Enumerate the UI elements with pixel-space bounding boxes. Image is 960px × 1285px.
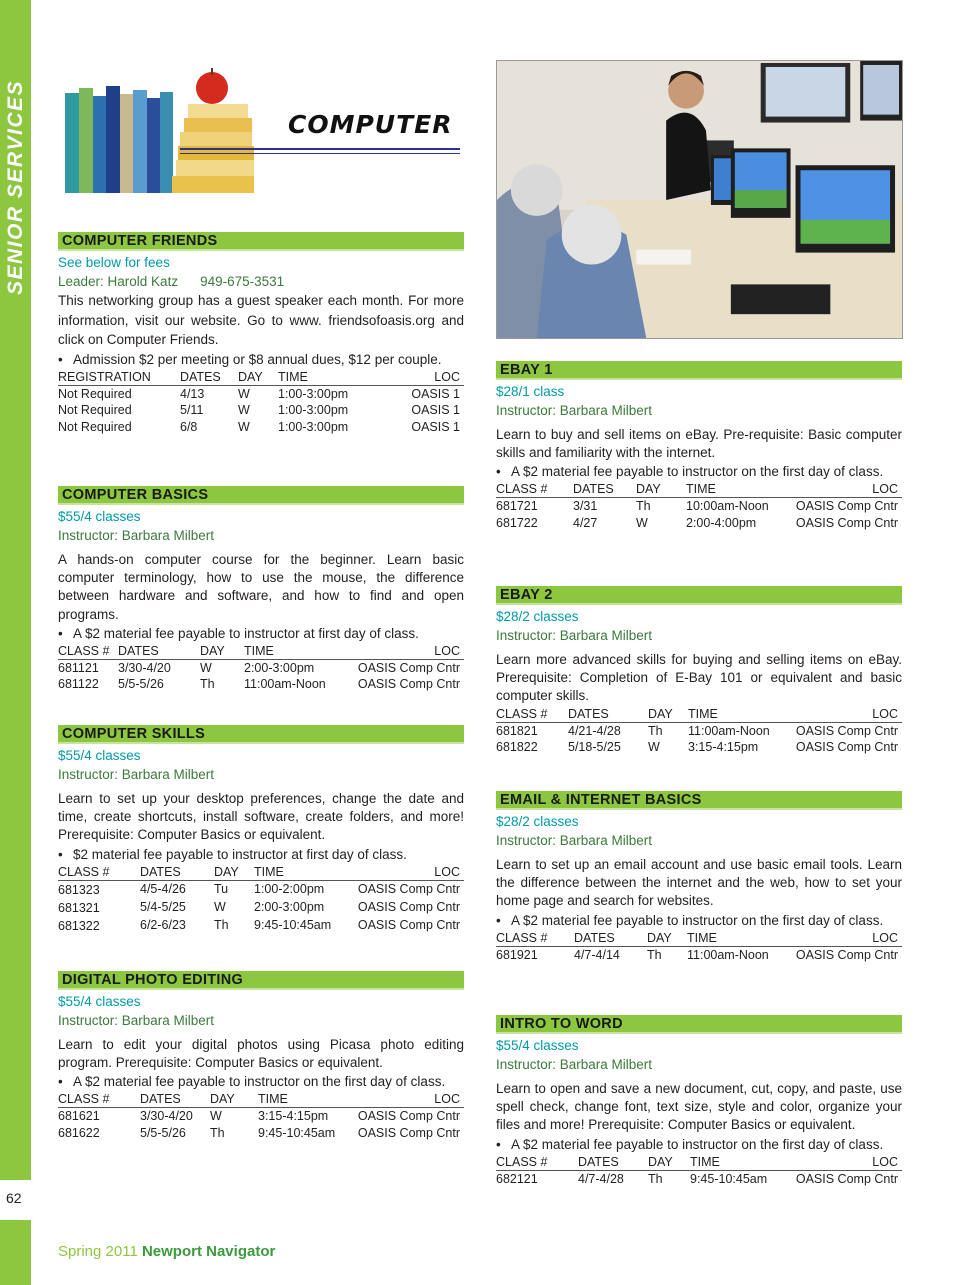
title-rule <box>180 148 460 150</box>
cell: Th <box>214 918 229 933</box>
cell: 681621 <box>58 1109 100 1124</box>
fee: $55/4 classes <box>58 748 141 763</box>
cell: OASIS Comp Cntr <box>357 1109 460 1124</box>
section-computer-friends <box>58 232 464 435</box>
cell: OASIS Comp Cntr <box>795 947 898 962</box>
table-row <box>58 880 464 899</box>
cell: 11:00am-Noon <box>688 723 770 738</box>
footer-season: Spring 2011 <box>58 1243 138 1260</box>
cell: OASIS 1 <box>411 386 460 401</box>
table-row <box>58 402 464 419</box>
table-header-row <box>496 482 902 498</box>
cell: 3:15-4:15pm <box>258 1109 329 1124</box>
table-row <box>496 1170 902 1187</box>
section-digital-photo-editing <box>58 971 464 1141</box>
table-row <box>496 722 902 739</box>
cell: 681321 <box>58 900 100 915</box>
cell: Th <box>636 499 651 514</box>
cell: 2:00-4:00pm <box>686 515 757 530</box>
cell: 3/31 <box>573 499 598 514</box>
title-rule-thin <box>180 153 460 154</box>
cell: OASIS Comp Cntr <box>357 918 460 933</box>
col-header: DAY <box>636 482 686 498</box>
col-header: DATES <box>578 1155 648 1171</box>
col-header: DATES <box>180 370 238 386</box>
section-title: EMAIL & INTERNET BASICS <box>496 791 902 810</box>
cell: 3/30-4/20 <box>118 660 171 675</box>
col-header: REGISTRATION <box>58 370 180 386</box>
description: Learn more advanced skills for buying and selling items on eBay. Prerequisite: Completion of E-Bay 101 or equivalent and basic computer skills. <box>496 652 902 704</box>
table-row <box>58 419 464 436</box>
col-header: CLASS # <box>496 1155 578 1171</box>
section-title: EBAY 2 <box>496 586 902 605</box>
cell: OASIS Comp Cntr <box>357 660 460 675</box>
col-header: LOC <box>352 1092 464 1108</box>
col-header: DAY <box>648 1155 690 1171</box>
instructor: Instructor: Barbara Milbert <box>496 1057 653 1072</box>
cell: Not Required <box>58 386 132 401</box>
col-header: DAY <box>648 707 688 723</box>
cell: 9:45-10:45am <box>258 1125 336 1140</box>
col-header: LOC <box>790 931 902 947</box>
table-row <box>58 1125 464 1142</box>
page-number: 62 <box>6 1190 22 1206</box>
cell: OASIS 1 <box>411 419 460 434</box>
col-header: LOC <box>790 707 902 723</box>
table-header-row <box>496 707 902 723</box>
cell: 5/11 <box>180 403 204 417</box>
cell: W <box>636 515 648 530</box>
cell: OASIS Comp Cntr <box>795 499 898 514</box>
col-header: LOC <box>352 644 464 660</box>
schedule-table <box>496 1155 902 1188</box>
cell: Th <box>648 723 663 738</box>
col-header: TIME <box>254 865 352 881</box>
cell: 681322 <box>58 918 100 933</box>
schedule-table <box>496 482 902 531</box>
col-header: DAY <box>647 931 687 947</box>
cell: OASIS Comp Cntr <box>357 677 460 692</box>
table-header-row <box>496 931 902 947</box>
schedule-table <box>58 370 464 436</box>
section-intro-to-word <box>496 1015 902 1187</box>
cell: 682121 <box>496 1171 538 1186</box>
table-header-row <box>58 370 464 386</box>
cell: 2:00-3:00pm <box>254 900 325 915</box>
cell: 681921 <box>496 947 538 962</box>
cell: 681121 <box>58 660 99 675</box>
books-apple-illustration <box>60 68 260 193</box>
cell: 1:00-3:00pm <box>278 403 349 417</box>
cell: 3/30-4/20 <box>140 1109 193 1124</box>
col-header: TIME <box>686 482 790 498</box>
cell: 681822 <box>496 740 538 755</box>
table-row <box>58 676 464 693</box>
col-header: CLASS # <box>58 1092 140 1108</box>
cell: 681721 <box>496 499 538 514</box>
description: A hands-on computer course for the beginner. Learn basic computer terminology, how to use the mouse, the difference between hardware and software, and how to find and open programs. <box>58 552 464 622</box>
cell: 5/4-5/25 <box>140 900 186 915</box>
cell: OASIS Comp Cntr <box>357 900 460 915</box>
cell: 10:00am-Noon <box>686 499 769 514</box>
section-title: COMPUTER FRIENDS <box>58 232 464 251</box>
side-bar <box>0 0 31 1285</box>
cell: OASIS Comp Cntr <box>795 1171 898 1186</box>
description: Learn to set up an email account and use basic email tools. Learn the difference between the internet and the web, how to set your home page and search for websites. <box>496 857 902 909</box>
cell: 4/5-4/26 <box>140 882 186 897</box>
footer <box>58 1243 275 1260</box>
bullet-note: • A $2 material fee payable to instructor on the first day of class. <box>496 1135 902 1154</box>
cell: 4/21-4/28 <box>568 723 621 738</box>
col-header: CLASS # <box>58 865 140 881</box>
bullet-note: • $2 material fee payable to instructor at first day of class. <box>58 845 464 864</box>
table-header-row <box>496 1155 902 1171</box>
cell: W <box>648 740 660 755</box>
cell: 1:00-2:00pm <box>254 882 325 897</box>
fee: $55/4 classes <box>58 994 141 1009</box>
section-ebay-1 <box>496 361 902 531</box>
instructor: Instructor: Barbara Milbert <box>496 833 653 848</box>
cell: OASIS Comp Cntr <box>795 740 898 755</box>
col-header: DATES <box>118 644 200 660</box>
table-row <box>496 515 902 532</box>
fee: See below for fees <box>58 255 170 270</box>
bullet-note: • A $2 material fee payable to instructor at first day of class. <box>58 624 464 643</box>
col-header: TIME <box>687 931 790 947</box>
fee: $55/4 classes <box>496 1038 579 1053</box>
table-row <box>58 659 464 676</box>
fee: $55/4 classes <box>58 509 141 524</box>
col-header: CLASS # <box>496 482 573 498</box>
col-header: LOC <box>790 482 902 498</box>
cell: W <box>210 1109 222 1124</box>
col-header: TIME <box>244 644 352 660</box>
col-header: LOC <box>388 370 464 386</box>
section-email-internet-basics <box>496 791 902 963</box>
cell: 681821 <box>496 723 538 738</box>
col-header: TIME <box>258 1092 352 1108</box>
cell: OASIS Comp Cntr <box>795 723 898 738</box>
cell: Th <box>647 947 662 962</box>
instructor: Instructor: Barbara Milbert <box>496 403 653 418</box>
description: Learn to open and save a new document, cut, copy, and paste, use spell check, change font, text size, style and color, organize your files and more! Prerequisite: Computer Basics or equivalent. <box>496 1081 902 1133</box>
cell: 681122 <box>58 677 99 692</box>
section-title: INTRO TO WORD <box>496 1015 902 1034</box>
cell: OASIS Comp Cntr <box>795 515 898 530</box>
description: This networking group has a guest speaker each month. For more information, visit our website. Go to www. friendsofoasis.org and click on Computer Friends. <box>58 293 464 347</box>
table-row <box>58 917 464 935</box>
col-header: LOC <box>790 1155 902 1171</box>
col-header: DATES <box>140 1092 210 1108</box>
col-header: DAY <box>214 865 254 881</box>
cell: 5/18-5/25 <box>568 740 621 755</box>
col-header: DATES <box>568 707 648 723</box>
col-header: CLASS # <box>496 707 568 723</box>
cell: OASIS Comp Cntr <box>357 882 460 897</box>
cell: 11:00am-Noon <box>687 947 769 962</box>
cell: W <box>238 386 250 401</box>
table-header-row <box>58 1092 464 1108</box>
bullet-note: • Admission $2 per meeting or $8 annual dues, $12 per couple. <box>58 350 464 369</box>
fee: $28/2 classes <box>496 814 579 829</box>
col-header: DAY <box>210 1092 258 1108</box>
cell: 6/2-6/23 <box>140 918 186 933</box>
cell: 11:00am-Noon <box>244 677 326 692</box>
cell: OASIS Comp Cntr <box>357 1125 460 1140</box>
cell: 4/7-4/28 <box>578 1171 624 1186</box>
section-title: COMPUTER SKILLS <box>58 725 464 744</box>
bullet-note: • A $2 material fee payable to instructor on the first day of class. <box>496 911 902 930</box>
cell: Not Required <box>58 419 132 434</box>
cell: 5/5-5/26 <box>140 1125 186 1140</box>
schedule-table <box>496 931 902 964</box>
table-row <box>58 385 464 402</box>
page-title: COMPUTER <box>288 110 453 139</box>
cell: 9:45-10:45am <box>254 918 332 933</box>
table-row <box>58 899 464 917</box>
col-header: DATES <box>140 865 214 881</box>
col-header: DAY <box>238 370 278 386</box>
schedule-table <box>58 644 464 693</box>
cell: W <box>200 660 212 675</box>
classroom-photo <box>496 60 903 339</box>
leader-name: Leader: Harold Katz <box>58 274 179 289</box>
schedule-table <box>58 1092 464 1141</box>
fee: $28/2 classes <box>496 609 579 624</box>
leader-line <box>58 272 464 291</box>
leader-phone: 949-675-3531 <box>200 274 285 289</box>
col-header: DATES <box>574 931 647 947</box>
schedule-table <box>496 707 902 756</box>
cell: 681722 <box>496 515 538 530</box>
cell: 3:15-4:15pm <box>688 740 759 755</box>
cell: 6/8 <box>180 419 198 434</box>
table-header-row <box>58 865 464 881</box>
cell: Th <box>648 1171 663 1186</box>
cell: W <box>238 403 250 417</box>
section-title: COMPUTER BASICS <box>58 486 464 505</box>
section-computer-skills <box>58 725 464 935</box>
table-row <box>496 946 902 963</box>
cell: 4/7-4/14 <box>574 947 620 962</box>
col-header: CLASS # <box>58 644 118 660</box>
cell: 1:00-3:00pm <box>278 419 349 434</box>
instructor: Instructor: Barbara Milbert <box>58 767 215 782</box>
instructor: Instructor: Barbara Milbert <box>496 628 653 643</box>
cell: 1:00-3:00pm <box>278 386 349 401</box>
table-row <box>58 1108 464 1125</box>
description: Learn to edit your digital photos using Picasa photo editing program. Prerequisite: Computer Basics or equivalent. <box>58 1037 464 1071</box>
description: Learn to buy and sell items on eBay. Pre-requisite: Basic computer skills and familiarity with the internet. <box>496 427 902 461</box>
cell: 9:45-10:45am <box>690 1171 768 1186</box>
table-row <box>496 498 902 515</box>
section-title: DIGITAL PHOTO EDITING <box>58 971 464 990</box>
cell: 2:00-3:00pm <box>244 660 315 675</box>
col-header: TIME <box>278 370 388 386</box>
fee: $28/1 class <box>496 384 565 399</box>
section-computer-basics <box>58 486 464 693</box>
bullet-note: • A $2 material fee payable to instructor on the first day of class. <box>496 462 902 481</box>
col-header: DATES <box>573 482 636 498</box>
cell: Th <box>200 677 215 692</box>
cell: Th <box>210 1125 225 1140</box>
col-header: TIME <box>688 707 790 723</box>
cell: 4/13 <box>180 386 205 401</box>
footer-brand: Newport Navigator <box>141 1243 276 1260</box>
cell: OASIS 1 <box>411 403 460 417</box>
section-title: EBAY 1 <box>496 361 902 380</box>
cell: W <box>214 900 226 915</box>
col-header: DAY <box>200 644 244 660</box>
section-ebay-2 <box>496 586 902 756</box>
schedule-table <box>58 865 464 935</box>
bullet-note: • A $2 material fee payable to instructor on the first day of class. <box>58 1072 464 1091</box>
cell: 681323 <box>58 882 100 897</box>
table-header-row <box>58 644 464 660</box>
cell: 5/5-5/26 <box>118 677 164 692</box>
table-row <box>496 739 902 756</box>
cell: 681622 <box>58 1125 100 1140</box>
cell: 4/27 <box>573 515 598 530</box>
col-header: CLASS # <box>496 931 574 947</box>
col-header: LOC <box>352 865 464 881</box>
description: Learn to set up your desktop preferences, change the date and time, create shortcuts, install software, create folders, and more! Prerequisite: Computer Basics or equivalent. <box>58 791 464 843</box>
side-title: SENIOR SERVICES <box>4 79 27 295</box>
instructor: Instructor: Barbara Milbert <box>58 1013 215 1028</box>
instructor: Instructor: Barbara Milbert <box>58 528 215 543</box>
cell: W <box>238 419 250 434</box>
col-header: TIME <box>690 1155 790 1171</box>
cell: Tu <box>214 882 229 897</box>
cell: Not Required <box>58 403 132 417</box>
